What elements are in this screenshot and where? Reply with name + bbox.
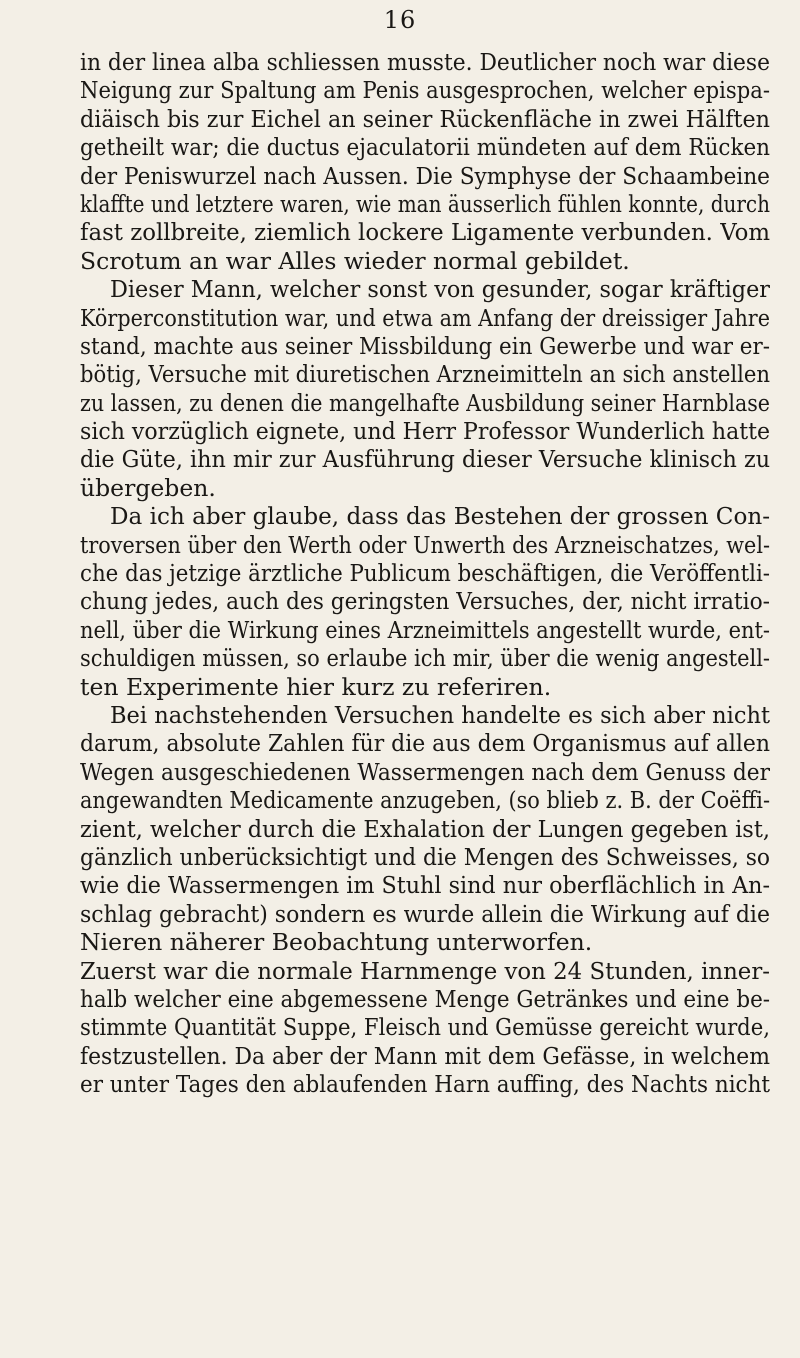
text-line: getheilt war; die ductus ejaculatorii mündeten auf dem Rücken [80, 133, 770, 162]
text-line: der Peniswurzel nach Aussen. Die Symphyse der Schaambeine [80, 161, 770, 190]
text-line: zient, welcher durch die Exhalation der Lungen gegeben ist, [80, 814, 770, 843]
text-line: übergeben. [80, 473, 216, 502]
text-line: che das jetzige ärztliche Publicum beschäftigen, die Veröffentli- [80, 559, 770, 588]
text-line: bötig, Versuche mit diuretischen Arzneimitteln an sich anstellen [80, 360, 770, 389]
text-line: Scrotum an war Alles wieder normal gebildet. [80, 246, 630, 275]
text-line: stand, machte aus seiner Missbildung ein Gewerbe und war er- [80, 331, 770, 360]
text-line: chung jedes, auch des geringsten Versuches, der, nicht irratio- [80, 587, 770, 616]
text-line: klaffte und letztere waren, wie man äusserlich fühlen konnte, durch [80, 189, 770, 218]
text-line: zu lassen, zu denen die mangelhafte Ausbildung seiner Harnblase [80, 388, 770, 417]
page-number: 16 [383, 6, 417, 34]
text-line: troversen über den Werth oder Unwerth des Arzneischatzes, wel- [80, 530, 770, 559]
text-line: wie die Wassermengen im Stuhl sind nur oberflächlich in An- [80, 871, 770, 900]
text-line: diäisch bis zur Eichel an seiner Rückenfläche in zwei Hälften [80, 104, 770, 133]
text-line: Zuerst war die normale Harnmenge von 24 Stunden, inner- [80, 956, 770, 985]
text-line: in der linea alba schliessen musste. Deutlicher noch war diese [80, 48, 770, 76]
text-line: Nieren näherer Beobachtung unterworfen. [80, 928, 593, 957]
text-line: er unter Tages den ablaufenden Harn auffing, des Nachts nicht [80, 1070, 770, 1099]
text-line: die Güte, ihn mir zur Ausführung dieser Versuche klinisch zu [80, 445, 770, 474]
text-line: schlag gebracht) sondern es wurde allein die Wirkung auf die [80, 899, 770, 928]
text-line: festzustellen. Da aber der Mann mit dem Gefässe, in welchem [80, 1041, 770, 1070]
text-line: ten Experimente hier kurz zu referiren. [80, 672, 552, 701]
text-line: Da ich aber glaube, dass das Bestehen der grossen Con- [110, 502, 770, 531]
text-line: Körperconstitution war, und etwa am Anfang der dreissiger Jahre [80, 303, 770, 332]
text-line: angewandten Medicamente anzugeben, (so blieb z. B. der Coëffi- [80, 786, 770, 815]
text-line: Wegen ausgeschiedenen Wassermengen nach dem Genuss der [80, 757, 770, 786]
text-line: nell, über die Wirkung eines Arzneimittels angestellt wurde, ent- [80, 615, 770, 644]
body-text [80, 48, 770, 1098]
text-line: Dieser Mann, welcher sonst von gesunder, sogar kräftiger [110, 275, 770, 304]
text-line: Neigung zur Spaltung am Penis ausgesprochen, welcher epispa- [80, 76, 770, 105]
text-line: schuldigen müssen, so erlaube ich mir, über die wenig angestell- [80, 644, 770, 673]
text-line: fast zollbreite, ziemlich lockere Ligamente verbunden. Vom [80, 218, 770, 247]
text-line: halb welcher eine abgemessene Menge Getränkes und eine be- [80, 984, 770, 1013]
text-line: Bei nachstehenden Versuchen handelte es sich aber nicht [110, 700, 770, 729]
text-line: darum, absolute Zahlen für die aus dem Organismus auf allen [80, 729, 770, 758]
text-line: gänzlich unberücksichtigt und die Mengen des Schweisses, so [80, 842, 770, 871]
text-line: sich vorzüglich eignete, und Herr Professor Wunderlich hatte [80, 417, 770, 446]
text-line: stimmte Quantität Suppe, Fleisch und Gemüsse gereicht wurde, [80, 1013, 770, 1042]
